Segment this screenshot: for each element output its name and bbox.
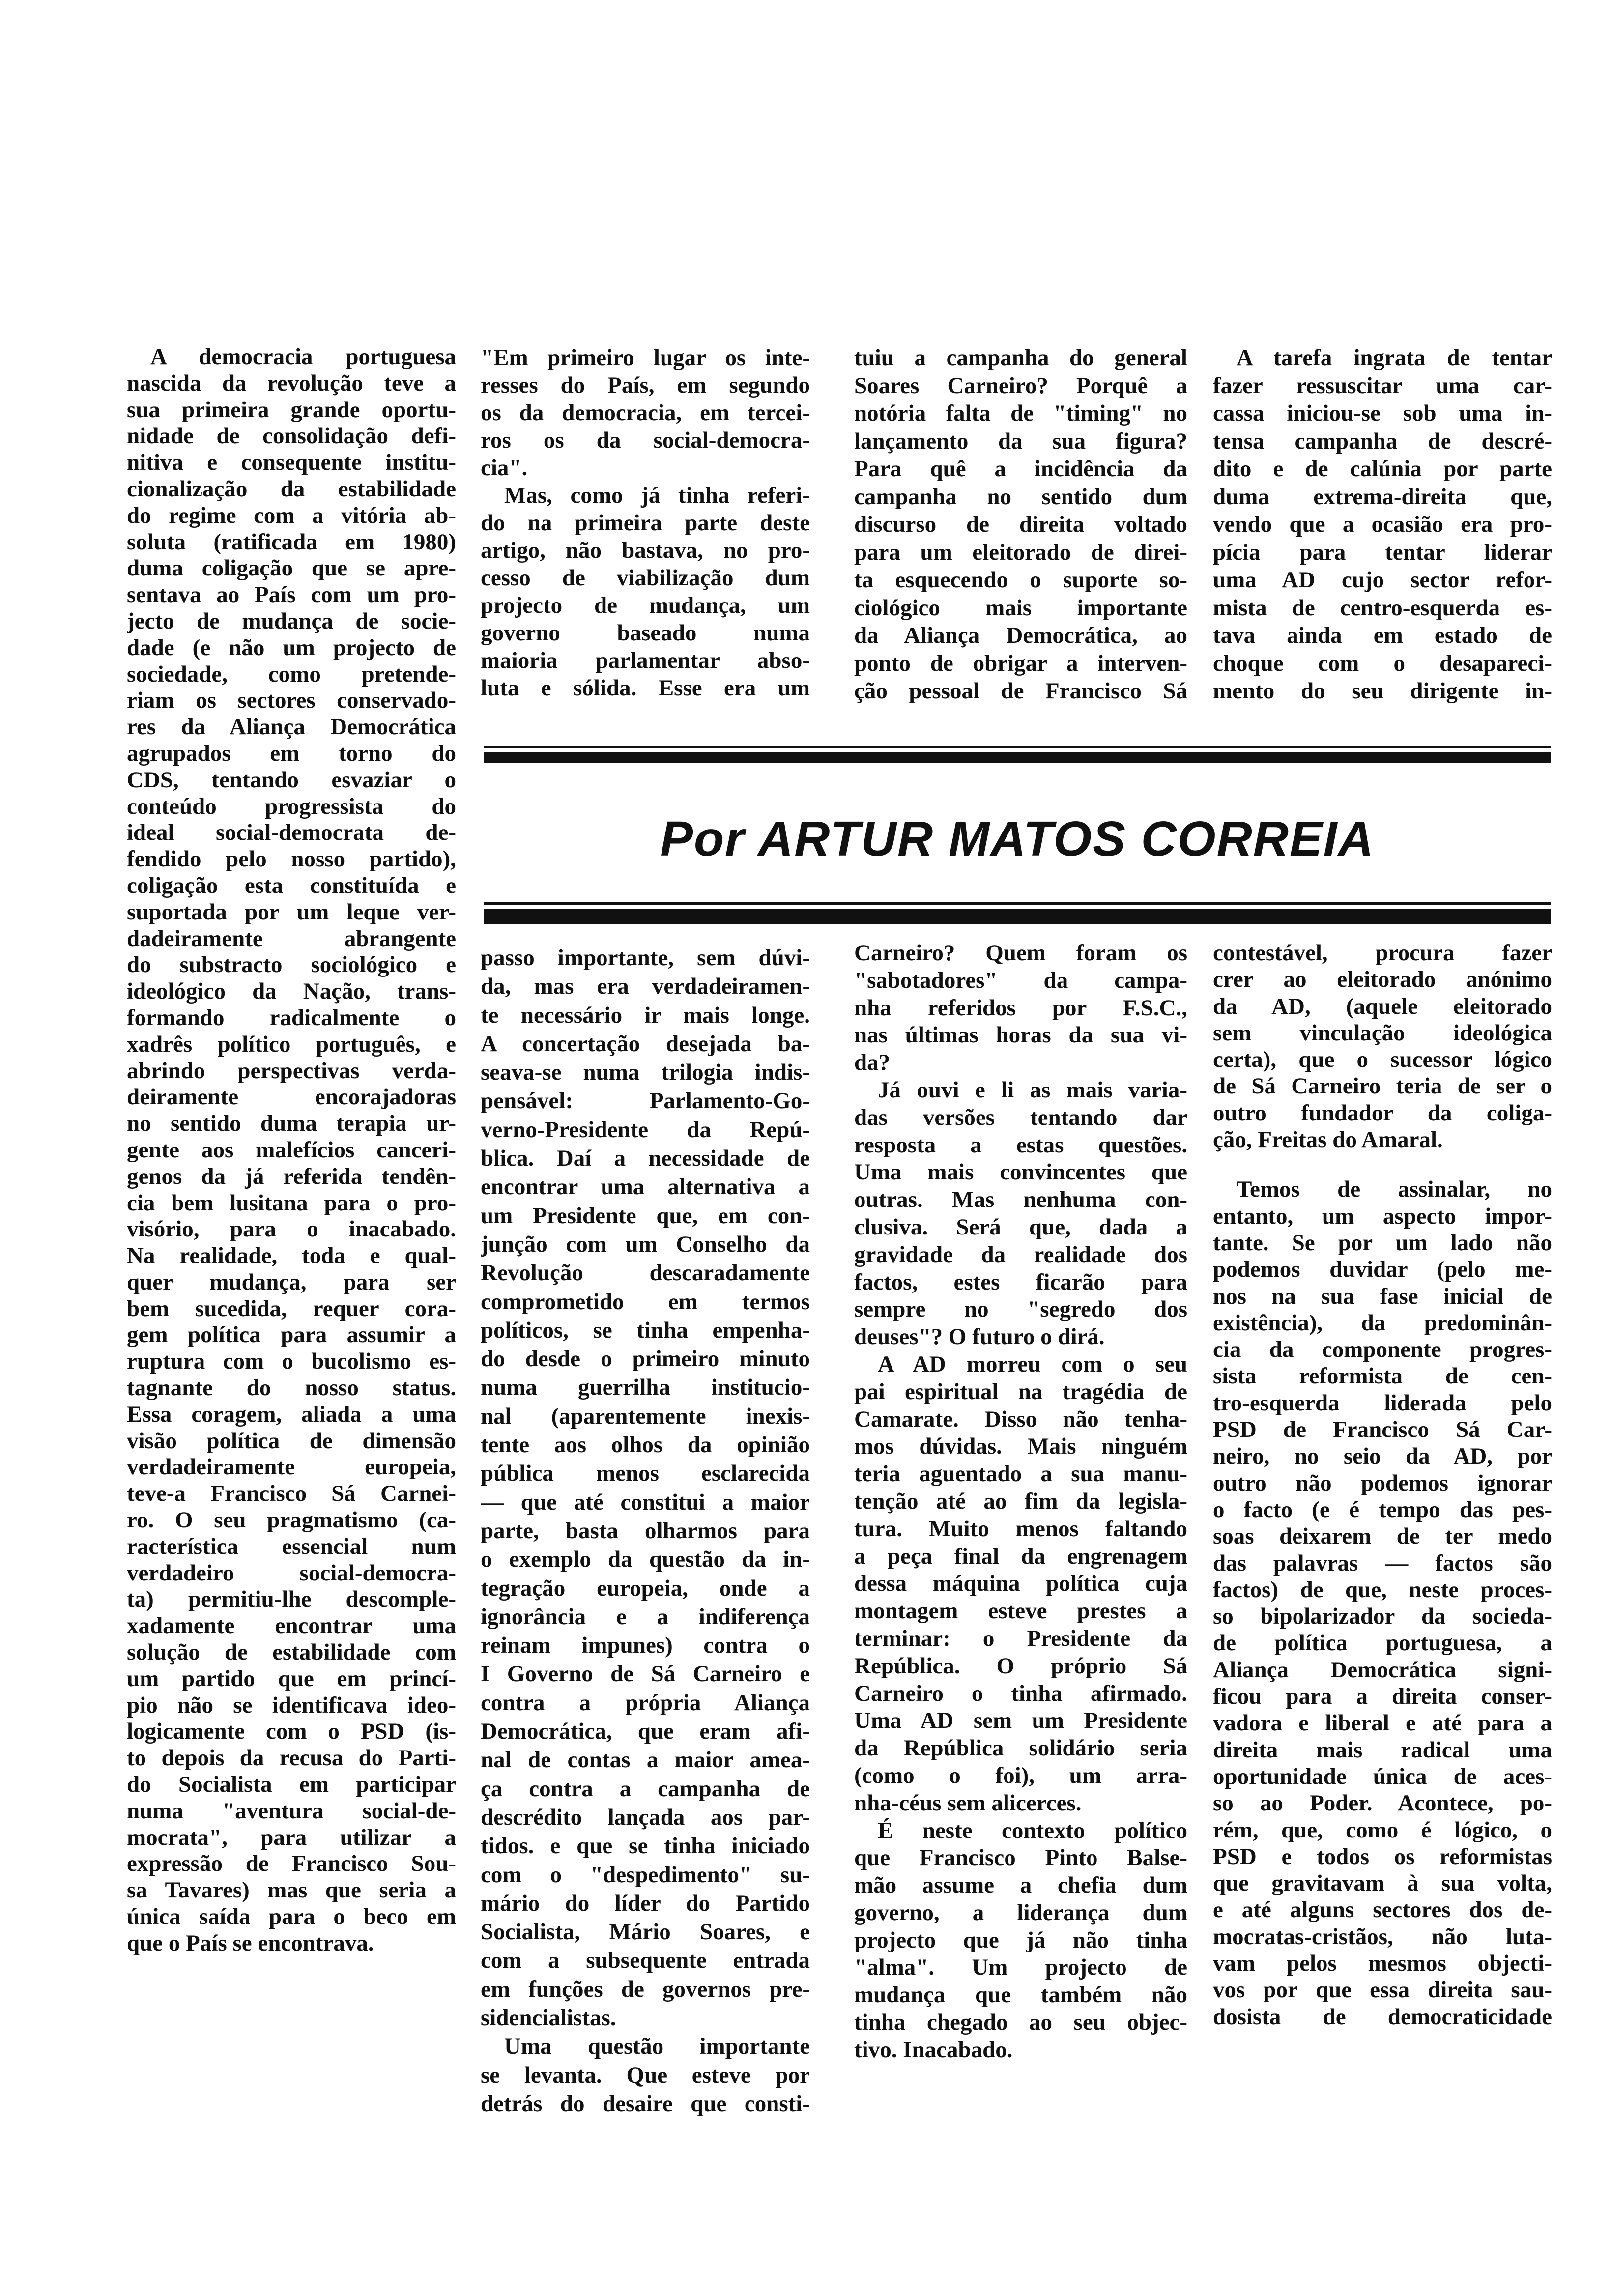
text-line: contestável, procura fazer xyxy=(1213,940,1552,966)
text-line: do na primeira parte deste xyxy=(481,510,810,536)
text-line: sentava ao País com um pro- xyxy=(127,582,456,608)
text-line: so bipolarizador da socieda- xyxy=(1213,1604,1552,1630)
text-line: ros os da social-democra- xyxy=(481,428,810,453)
column-3-bottom xyxy=(854,940,1187,2064)
text-line: República. O próprio Sá xyxy=(854,1653,1187,1679)
text-line: agrupados em torno do xyxy=(127,740,456,766)
text-line: tura. Muito menos faltando xyxy=(854,1516,1187,1542)
text-line: podemos duvidar (pelo me- xyxy=(1213,1257,1552,1283)
text-line: vendo que a ocasião era pro- xyxy=(1213,512,1552,537)
text-line: artigo, não bastava, no pro- xyxy=(481,538,810,563)
text-line: Uma AD sem um Presidente xyxy=(854,1708,1187,1734)
text-line: soluta (ratificada em 1980) xyxy=(127,529,456,555)
text-line: resposta a estas questões. xyxy=(854,1132,1187,1158)
text-line: direita mais radical uma xyxy=(1213,1737,1552,1763)
text-line: junção com um Conselho da xyxy=(481,1231,810,1257)
text-line: tagnante do nosso status. xyxy=(127,1375,456,1401)
text-line: tinha chegado ao seu objec- xyxy=(854,2009,1187,2036)
text-line: — que até constitui a maior xyxy=(481,1489,810,1515)
text-line: soas deixarem de ter medo xyxy=(1213,1523,1552,1550)
text-line: contra a própria Aliança xyxy=(481,1690,810,1716)
text-line: projecto que já não tinha xyxy=(854,1927,1187,1953)
text-line: verdadeiramente europeia, xyxy=(127,1454,456,1480)
text-line: choque com o desapareci- xyxy=(1213,650,1552,676)
text-line: políticos, se tinha empenha- xyxy=(481,1317,810,1343)
text-line: nha referidos por F.S.C., xyxy=(854,995,1187,1021)
text-line: cionalização da estabilidade xyxy=(127,476,456,502)
paragraph xyxy=(1213,940,1552,1153)
text-line: cassa iniciou-se sob uma in- xyxy=(1213,401,1552,426)
text-line: verdadeiro social-democra- xyxy=(127,1560,456,1586)
text-line: formando radicalmente o xyxy=(127,1004,456,1031)
text-line: certa), que o sucessor lógico xyxy=(1213,1047,1552,1073)
paragraph xyxy=(854,344,1187,705)
text-line: ça contra a campanha de xyxy=(481,1776,810,1802)
text-line: mocrata", para utilizar a xyxy=(127,1824,456,1850)
text-line: visório, para o inacabado. xyxy=(127,1216,456,1242)
text-line: factos, estes ficarão para xyxy=(854,1269,1187,1295)
text-line: nitiva e consequente institu- xyxy=(127,450,456,476)
text-line: da República solidário seria xyxy=(854,1735,1187,1761)
text-line: racterística essencial num xyxy=(127,1533,456,1559)
text-line: teve-a Francisco Sá Carnei- xyxy=(127,1481,456,1507)
text-line: um Presidente que, em con- xyxy=(481,1203,810,1229)
text-line: das versões tentando dar xyxy=(854,1104,1187,1130)
text-line: outro fundador da coliga- xyxy=(1213,1100,1552,1126)
text-line: seava-se numa trilogia indis- xyxy=(481,1060,810,1086)
text-line: da, mas era verdadeiramen- xyxy=(481,974,810,1000)
top-rule-thick xyxy=(484,752,1551,763)
text-line: mão assume a chefia dum xyxy=(854,1872,1187,1898)
text-line: Uma questão importante xyxy=(504,2034,810,2060)
text-line: nos na sua fase inicial de xyxy=(1213,1283,1552,1309)
text-line: sempre no "segredo dos xyxy=(854,1296,1187,1322)
text-line: ficou para a direita conser- xyxy=(1213,1684,1552,1710)
paragraph xyxy=(481,944,810,2032)
text-line: a peça final da engrenagem xyxy=(854,1543,1187,1569)
text-line: sociedade, como pretende- xyxy=(127,661,456,687)
text-line: visão política de dimensão xyxy=(127,1428,456,1454)
bottom-rule-thin xyxy=(484,902,1551,905)
text-line: tegração europeia, onde a xyxy=(481,1575,810,1601)
text-line: deiramente encorajadoras xyxy=(127,1084,456,1110)
text-line: A democracia portuguesa xyxy=(150,344,456,370)
text-line: to depois da recusa do Parti- xyxy=(127,1745,456,1771)
text-line: de Sá Carneiro teria de ser o xyxy=(1213,1073,1552,1099)
text-line: coligação esta constituída e xyxy=(127,872,456,898)
text-line: com a subsequente entrada xyxy=(481,1948,810,1974)
text-line: vos por que essa direita sau- xyxy=(1213,1977,1552,2003)
column-2-top xyxy=(481,344,810,702)
paragraph xyxy=(481,344,810,482)
text-line: encontrar uma alternativa a xyxy=(481,1174,810,1200)
paragraph xyxy=(1213,344,1552,705)
text-line: jecto de mudança de socie- xyxy=(127,608,456,634)
text-line: sa Tavares) mas que seria a xyxy=(127,1877,456,1903)
text-line: campanha no sentido dum xyxy=(854,484,1187,510)
text-line: Revolução descaradamente xyxy=(481,1260,810,1286)
text-line: quer mudança, para ser xyxy=(127,1269,456,1295)
text-line: vadora e liberal e até para a xyxy=(1213,1710,1552,1736)
text-line: de política portuguesa, a xyxy=(1213,1630,1552,1656)
text-line: governo, a liderança dum xyxy=(854,1899,1187,1925)
text-line: cia da componente progres- xyxy=(1213,1337,1552,1363)
text-line: que Francisco Pinto Balse- xyxy=(854,1845,1187,1871)
text-line: Uma mais convincentes que xyxy=(854,1159,1187,1185)
text-line: Mas, como já tinha referi- xyxy=(504,483,810,508)
text-line: notória falta de "timing" no xyxy=(854,401,1187,426)
text-line: gem política para assumir a xyxy=(127,1322,456,1348)
text-line: terminar: o Presidente da xyxy=(854,1625,1187,1651)
text-line: dade (e não um projecto de xyxy=(127,634,456,660)
text-line: ideológico da Nação, trans- xyxy=(127,978,456,1004)
text-line: clusiva. Será que, dada a xyxy=(854,1214,1187,1240)
text-line: dito e de calúnia por parte xyxy=(1213,456,1552,482)
text-line: xadamente encontrar uma xyxy=(127,1613,456,1639)
text-line: solução de estabilidade com xyxy=(127,1639,456,1665)
text-line: Para quê a incidência da xyxy=(854,456,1187,482)
text-line: montagem esteve prestes a xyxy=(854,1598,1187,1624)
text-line: nha-céus sem alicerces. xyxy=(854,1790,1082,1816)
text-line: pai espiritual na tragédia de xyxy=(854,1378,1187,1405)
paragraph xyxy=(854,1817,1187,2064)
text-line: verno-Presidente da Repú- xyxy=(481,1117,810,1143)
text-line: tante. Se por um lado não xyxy=(1213,1230,1552,1256)
text-line: cesso de viabilização dum xyxy=(481,565,810,591)
text-line: resses do País, em segundo xyxy=(481,373,810,398)
text-line: cia". xyxy=(481,455,528,481)
text-line: Na realidade, toda e qual- xyxy=(127,1243,456,1269)
text-line: sem vinculação ideológica xyxy=(1213,1020,1552,1046)
text-line: A concertação desejada ba- xyxy=(481,1031,810,1057)
text-line: ponto de obrigar a interven- xyxy=(854,650,1187,676)
text-line: ção pessoal de Francisco Sá xyxy=(854,678,1187,704)
text-line: numa guerrilha institucio- xyxy=(481,1375,810,1401)
text-line: da? xyxy=(854,1050,891,1076)
text-line: nal (aparentemente inexis- xyxy=(481,1403,810,1429)
column-1 xyxy=(127,344,456,1957)
text-line: da Aliança Democrática, ao xyxy=(854,623,1187,648)
text-line: tenção até ao fim da legisla- xyxy=(854,1488,1187,1514)
text-line: ignorância e a indiferença xyxy=(481,1604,810,1630)
text-line: mocratas-cristãos, não luta- xyxy=(1213,1923,1552,1950)
text-line: É neste contexto político xyxy=(878,1817,1187,1843)
text-line: um partido que em princí- xyxy=(127,1665,456,1692)
text-line: expressão de Francisco Sou- xyxy=(127,1851,456,1877)
text-line: sua primeira grande oportu- xyxy=(127,397,456,423)
text-line: lançamento da sua figura? xyxy=(854,428,1187,454)
text-line: (como o foi), um arra- xyxy=(854,1762,1187,1788)
text-line: o facto (e é tempo das pes- xyxy=(1213,1496,1552,1522)
text-line: tente aos olhos da opinião xyxy=(481,1432,810,1458)
paragraph xyxy=(1213,1176,1552,2030)
column-4-top xyxy=(1213,344,1552,705)
text-line: comprometido em termos xyxy=(481,1289,810,1315)
text-line: A tarefa ingrata de tentar xyxy=(1237,345,1552,371)
text-line: ção, Freitas do Amaral. xyxy=(1213,1127,1443,1153)
text-line: genos da já referida tendên- xyxy=(127,1163,456,1189)
text-line: PSD e todos os reformistas xyxy=(1213,1843,1552,1869)
text-line: "sabotadores" da campa- xyxy=(854,967,1187,993)
text-line: fendido pelo nosso partido), xyxy=(127,846,456,872)
text-line: cia bem lusitana para o pro- xyxy=(127,1190,456,1216)
text-line: bem sucedida, requer cora- xyxy=(127,1295,456,1321)
text-line: abrindo perspectivas verda- xyxy=(127,1058,456,1084)
text-line: mos dúvidas. Mais ninguém xyxy=(854,1434,1187,1460)
paragraph xyxy=(854,1077,1187,1351)
text-line: em funções de governos pre- xyxy=(481,1976,810,2002)
text-line: nascida da revolução teve a xyxy=(127,370,456,396)
text-line: uma AD cujo sector refor- xyxy=(1213,567,1552,593)
text-line: das palavras — factos são xyxy=(1213,1550,1552,1576)
text-line: dessa máquina política cuja xyxy=(854,1571,1187,1597)
text-line: descrédito lançada aos par- xyxy=(481,1804,810,1830)
text-line: ruptura com o bucolismo es- xyxy=(127,1349,456,1375)
text-line: te necessário ir mais longe. xyxy=(481,1002,810,1028)
text-line: A AD morreu com o seu xyxy=(878,1351,1187,1377)
text-line: discurso de direita voltado xyxy=(854,512,1187,537)
text-line: I Governo de Sá Carneiro e xyxy=(481,1661,810,1687)
text-line: sidencialistas. xyxy=(481,2005,616,2031)
column-2-bottom xyxy=(481,944,810,2118)
author-byline: Por ARTUR MATOS CORREIA xyxy=(660,811,1375,866)
text-line: no sentido duma terapia ur- xyxy=(127,1111,456,1137)
text-line: blica. Daí a necessidade de xyxy=(481,1146,810,1172)
text-line: parte, basta olharmos para xyxy=(481,1518,810,1544)
text-line: ciológico mais importante xyxy=(854,595,1187,621)
text-line: pensável: Parlamento-Go- xyxy=(481,1088,810,1114)
text-line: passo importante, sem dúvi- xyxy=(481,945,810,971)
text-line: CDS, tentando esvaziar o xyxy=(127,767,456,793)
text-line: Aliança Democrática signi- xyxy=(1213,1657,1552,1683)
text-line: xadrês político português, e xyxy=(127,1031,456,1057)
text-line: tava ainda em estado de xyxy=(1213,623,1552,648)
text-line: Essa coragem, aliada a uma xyxy=(127,1401,456,1427)
text-line: Carneiro o tinha afirmado. xyxy=(854,1680,1187,1706)
text-line: que gravitavam à sua volta, xyxy=(1213,1870,1552,1896)
text-line: PSD de Francisco Sá Car- xyxy=(1213,1417,1552,1443)
text-line: factos) de que, neste proces- xyxy=(1213,1577,1552,1603)
text-line: entanto, um aspecto impor- xyxy=(1213,1203,1552,1229)
text-line: Democrática, que eram afi- xyxy=(481,1719,810,1745)
text-line: mista de centro-esquerda es- xyxy=(1213,595,1552,621)
text-line: única saída para o beco em xyxy=(127,1904,456,1930)
bottom-rule-thick xyxy=(484,909,1551,924)
text-line: tivo. Inacabado. xyxy=(854,2037,1013,2063)
text-line: riam os sectores conservado- xyxy=(127,688,456,714)
paragraph xyxy=(127,344,456,1957)
text-line: tensa campanha de descré- xyxy=(1213,428,1552,454)
text-line: numa "aventura social-de- xyxy=(127,1798,456,1824)
text-line: dosista de democraticidade xyxy=(1213,2004,1552,2030)
text-line: pícia para tentar liderar xyxy=(1213,539,1552,565)
text-line: outras. Mas nenhuma con- xyxy=(854,1187,1187,1213)
top-rule-thin xyxy=(484,746,1551,748)
column-3-top xyxy=(854,344,1187,705)
text-line: suportada por um leque ver- xyxy=(127,899,456,925)
paragraph xyxy=(481,482,810,702)
text-line: que o País se encontrava. xyxy=(127,1930,374,1956)
text-line: governo baseado numa xyxy=(481,620,810,646)
text-line: duma extrema-direita que, xyxy=(1213,484,1552,510)
text-line: nidade de consolidação defi- xyxy=(127,423,456,449)
text-line: mário do líder do Partido xyxy=(481,1890,810,1916)
text-line: existência), da predominân- xyxy=(1213,1310,1552,1336)
text-line: Temos de assinalar, no xyxy=(1237,1177,1552,1203)
text-line: res da Aliança Democrática xyxy=(127,714,456,740)
text-line: do Socialista em participar xyxy=(127,1772,456,1798)
text-line: projecto de mudança, um xyxy=(481,593,810,618)
text-line: vam pelos mesmos objecti- xyxy=(1213,1950,1552,1976)
text-line: fazer ressuscitar uma car- xyxy=(1213,373,1552,399)
text-line: Soares Carneiro? Porquê a xyxy=(854,373,1187,399)
text-line: se levanta. Que esteve por xyxy=(481,2062,810,2088)
text-line: nas últimas horas da sua vi- xyxy=(854,1022,1187,1048)
text-line: para um eleitorado de direi- xyxy=(854,539,1187,565)
text-line: Camarate. Disso não tenha- xyxy=(854,1406,1187,1432)
text-line: rém, que, como é lógico, o xyxy=(1213,1817,1552,1843)
text-line: dadeiramente abrangente xyxy=(127,925,456,951)
text-line: ideal social-democrata de- xyxy=(127,820,456,846)
text-line: do desde o primeiro minuto xyxy=(481,1346,810,1372)
text-line: com o "despedimento" su- xyxy=(481,1862,810,1888)
text-line: outro não podemos ignorar xyxy=(1213,1470,1552,1496)
text-line: o exemplo da questão da in- xyxy=(481,1547,810,1573)
text-line: Já ouvi e li as mais varia- xyxy=(878,1077,1187,1103)
text-line: ta) permitiu-lhe descomple- xyxy=(127,1586,456,1612)
text-line: detrás do desaire que consti- xyxy=(481,2091,810,2117)
paragraph xyxy=(854,940,1187,1077)
text-line: gravidade da realidade dos xyxy=(854,1241,1187,1267)
text-line: Carneiro? Quem foram os xyxy=(854,940,1187,966)
text-line: tidos. e que se tinha iniciado xyxy=(481,1833,810,1859)
text-line: tro-esquerda liderada pelo xyxy=(1213,1390,1552,1416)
text-line: reinam impunes) contra o xyxy=(481,1633,810,1659)
text-line: crer ao eleitorado anónimo xyxy=(1213,967,1552,993)
text-line: "alma". Um projecto de xyxy=(854,1954,1187,1980)
text-line: ta esquecendo o suporte so- xyxy=(854,567,1187,593)
text-line: logicamente com o PSD (is- xyxy=(127,1719,456,1745)
text-line: mento do seu dirigente in- xyxy=(1213,678,1552,704)
text-line: sista reformista de cen- xyxy=(1213,1363,1552,1389)
paragraph xyxy=(854,1351,1187,1817)
text-line: os da democracia, em tercei- xyxy=(481,400,810,426)
text-line: oportunidade única de aces- xyxy=(1213,1763,1552,1789)
text-line: e até alguns sectores dos de- xyxy=(1213,1897,1552,1923)
text-line: da AD, (aquele eleitorado xyxy=(1213,993,1552,1019)
text-line: do substracto sociológico e xyxy=(127,952,456,978)
text-line: do regime com a vitória ab- xyxy=(127,502,456,528)
text-line: neiro, no seio da AD, por xyxy=(1213,1443,1552,1469)
text-line: deuses"? O futuro o dirá. xyxy=(854,1324,1105,1350)
text-line: duma coligação que se apre- xyxy=(127,555,456,581)
text-line: maioria parlamentar abso- xyxy=(481,648,810,673)
column-4-bottom xyxy=(1213,940,1552,2030)
text-line: Socialista, Mário Soares, e xyxy=(481,1919,810,1945)
blank-line xyxy=(1213,1153,1552,1176)
text-line: teria aguentado a sua manu- xyxy=(854,1461,1187,1487)
text-line: "Em primeiro lugar os inte- xyxy=(481,345,810,371)
text-line: nal de contas a maior amea- xyxy=(481,1747,810,1773)
text-line: ro. O seu pragmatismo (ca- xyxy=(127,1507,456,1533)
text-line: pio não se identificava ideo- xyxy=(127,1692,456,1718)
text-line: gente aos malefícios canceri- xyxy=(127,1137,456,1163)
paragraph xyxy=(481,2032,810,2118)
text-line: mudança que também não xyxy=(854,1982,1187,2008)
text-line: luta e sólida. Esse era um xyxy=(481,675,810,701)
text-line: pública menos esclarecida xyxy=(481,1461,810,1487)
text-line: tuiu a campanha do general xyxy=(854,345,1187,371)
text-line: so ao Poder. Acontece, po- xyxy=(1213,1790,1552,1816)
text-line: conteúdo progressista do xyxy=(127,793,456,819)
